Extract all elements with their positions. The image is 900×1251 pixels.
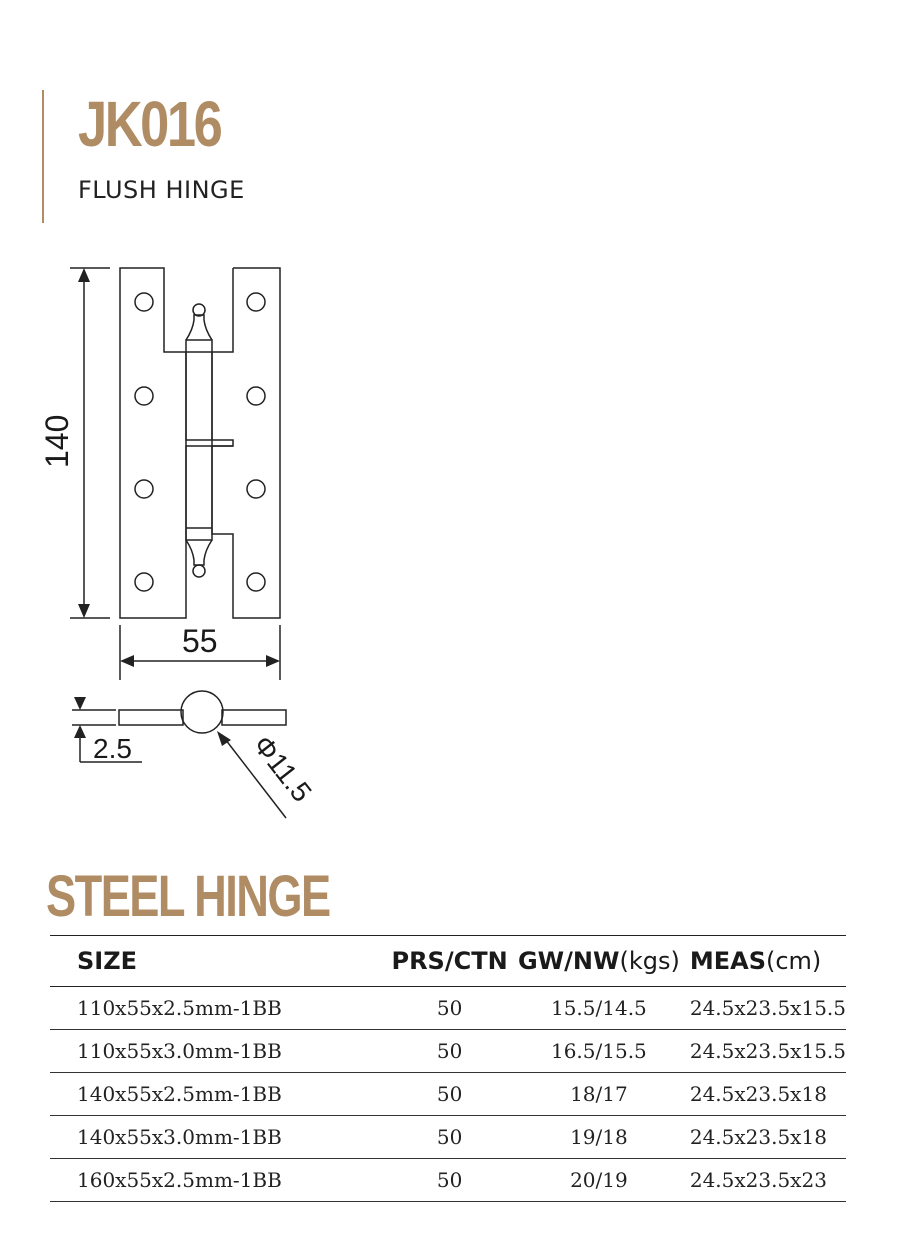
spec-table — [50, 935, 846, 1202]
table-row — [50, 1116, 846, 1159]
header-meas — [680, 936, 846, 987]
section-title: STEEL HINGE — [46, 864, 330, 929]
screw-hole — [135, 573, 153, 591]
thickness-dimension-label: 2.5 — [93, 733, 132, 764]
cell-prs: 50 — [436, 996, 463, 1020]
cell-size: 140x55x2.5mm-1BB — [77, 1082, 282, 1106]
screw-hole — [247, 480, 265, 498]
cell-gw: 19/18 — [570, 1125, 628, 1149]
model-code: JK016 — [78, 88, 221, 160]
header-gw-main: GW/NW — [517, 947, 620, 975]
model-name: FLUSH HINGE — [78, 176, 245, 204]
section-leaf-right — [222, 710, 286, 725]
hinge-technical-drawing — [0, 240, 900, 840]
header-meas-unit: (cm) — [765, 947, 822, 975]
screw-hole — [247, 387, 265, 405]
cell-prs: 50 — [436, 1125, 463, 1149]
cell-prs: 50 — [436, 1082, 463, 1106]
cell-size: 140x55x3.0mm-1BB — [77, 1125, 282, 1149]
table-row — [50, 1159, 846, 1202]
screw-hole — [135, 387, 153, 405]
header-meas-main: MEAS — [689, 947, 766, 975]
cell-meas: 24.5x23.5x15.5 — [689, 1039, 846, 1063]
section-knuckle — [181, 691, 223, 733]
cell-size: 110x55x3.0mm-1BB — [77, 1039, 282, 1063]
header-size: SIZE — [77, 947, 138, 975]
cell-meas: 24.5x23.5x18 — [689, 1082, 827, 1106]
top-finial — [186, 315, 212, 340]
header-prs-ctn: PRS/CTN — [391, 947, 508, 975]
cell-gw: 15.5/14.5 — [550, 996, 647, 1020]
header-gw-nw — [518, 936, 680, 987]
cell-prs: 50 — [436, 1168, 463, 1192]
table-header-row — [50, 936, 846, 987]
cell-meas: 24.5x23.5x18 — [689, 1125, 827, 1149]
cell-meas: 24.5x23.5x23 — [689, 1168, 827, 1192]
knuckle-diameter-label: Φ11.5 — [247, 729, 318, 808]
cell-gw: 16.5/15.5 — [550, 1039, 647, 1063]
cell-meas: 24.5x23.5x15.5 — [689, 996, 846, 1020]
section-leaf-left — [119, 710, 183, 725]
screw-hole — [135, 480, 153, 498]
left-leaf — [120, 268, 233, 618]
screw-hole — [247, 573, 265, 591]
screw-hole — [135, 293, 153, 311]
height-dimension-label: 140 — [39, 414, 75, 468]
header-gw-unit: (kgs) — [619, 947, 680, 975]
right-leaf — [212, 268, 280, 618]
cell-prs: 50 — [436, 1039, 463, 1063]
table-row — [50, 1030, 846, 1073]
cell-gw: 18/17 — [570, 1082, 628, 1106]
cell-size: 160x55x2.5mm-1BB — [77, 1168, 282, 1192]
screw-hole — [247, 293, 265, 311]
accent-bar — [42, 90, 44, 223]
cell-gw: 20/19 — [570, 1168, 628, 1192]
cell-size: 110x55x2.5mm-1BB — [77, 996, 282, 1020]
width-dimension-label: 55 — [182, 623, 218, 659]
table-row — [50, 1073, 846, 1116]
table-row — [50, 987, 846, 1030]
bottom-finial — [186, 540, 212, 565]
